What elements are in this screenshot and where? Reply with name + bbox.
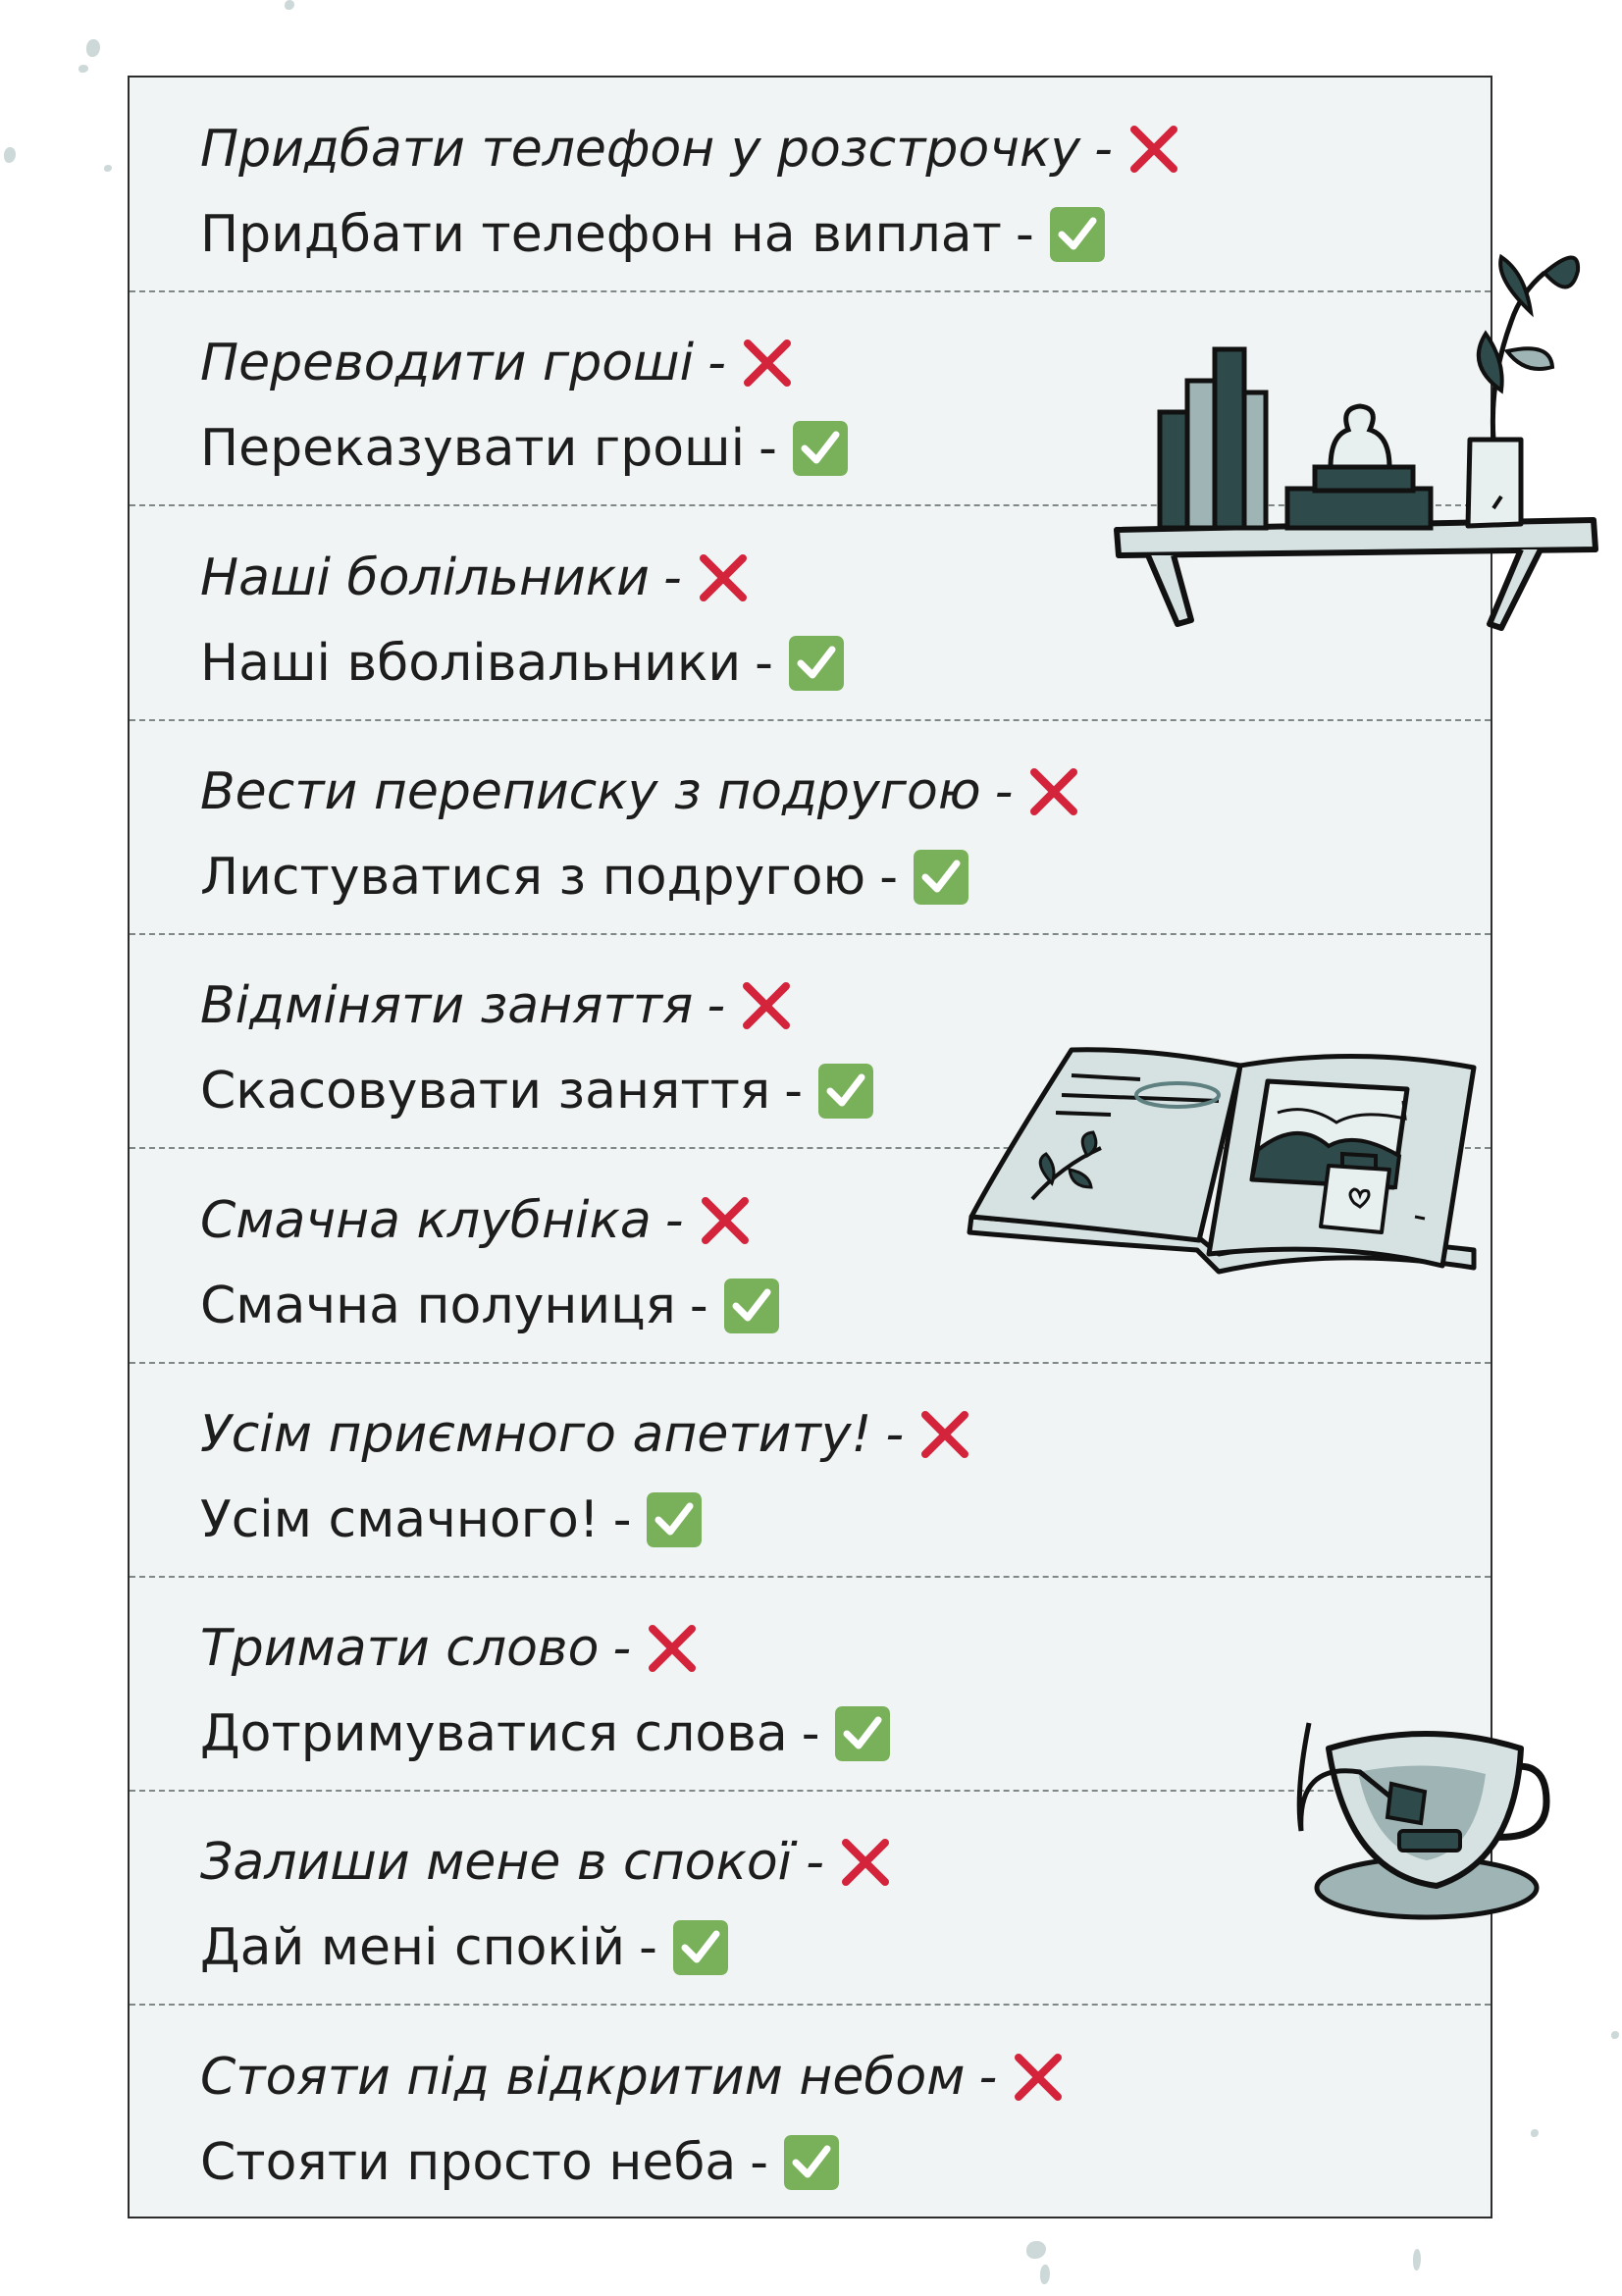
correct-phrase: Переказувати гроші — [200, 419, 746, 479]
incorrect-phrase-line — [200, 117, 1179, 182]
incorrect-phrase-line — [200, 1402, 970, 1467]
dash-separator: - — [707, 334, 726, 393]
incorrect-phrase: Залиши мене в спокої — [200, 1833, 793, 1893]
dash-separator: - — [612, 1489, 632, 1549]
check-mark-button-icon — [647, 1492, 702, 1547]
teacup-icon — [1289, 1713, 1574, 1935]
phrase-row — [130, 1363, 1491, 1577]
dash-separator: - — [662, 548, 682, 607]
cross-mark-icon — [919, 1409, 970, 1460]
correct-phrase: Листуватися з подругою — [200, 847, 866, 907]
dash-separator: - — [706, 976, 726, 1036]
cross-mark-icon — [647, 1623, 698, 1674]
incorrect-phrase: Тримати слово — [200, 1619, 600, 1679]
dash-separator: - — [755, 633, 773, 693]
incorrect-phrase: Відміняти заняття — [200, 976, 694, 1036]
correct-phrase-line — [200, 1915, 728, 1980]
phrase-row — [130, 2006, 1491, 2219]
check-mark-button-icon — [793, 421, 848, 476]
dash-separator: - — [784, 1062, 803, 1122]
cross-mark-icon — [1013, 2052, 1064, 2103]
correct-phrase-line — [200, 631, 844, 696]
check-mark-button-icon — [784, 2135, 839, 2190]
incorrect-phrase-line — [200, 2045, 1064, 2110]
dash-separator: - — [664, 1190, 684, 1250]
incorrect-phrase: Наші болільники — [200, 548, 650, 607]
cross-mark-icon — [741, 980, 792, 1031]
incorrect-phrase: Стояти під відкритим небом — [200, 2047, 966, 2107]
check-mark-button-icon — [673, 1920, 728, 1975]
correct-phrase-line — [200, 2130, 839, 2195]
incorrect-phrase: Переводити гроші — [200, 334, 695, 393]
cross-mark-icon — [840, 1837, 891, 1888]
dash-separator: - — [801, 1704, 820, 1764]
correct-phrase-line — [200, 1487, 702, 1552]
dash-separator: - — [1015, 205, 1034, 264]
check-mark-button-icon — [914, 850, 968, 905]
dash-separator: - — [978, 2047, 998, 2107]
dash-separator: - — [639, 1918, 657, 1978]
dash-separator: - — [879, 847, 898, 907]
incorrect-phrase: Усім приємного апетиту! — [200, 1404, 872, 1464]
paint-speckle — [1040, 2265, 1050, 2284]
incorrect-phrase-line — [200, 759, 1079, 824]
paint-speckle — [4, 147, 16, 163]
correct-phrase: Скасовувати заняття — [200, 1062, 771, 1122]
correct-phrase-line — [200, 416, 848, 481]
paint-speckle — [1611, 2031, 1619, 2039]
correct-phrase: Дотримуватися слова — [200, 1704, 788, 1764]
dash-separator: - — [1094, 120, 1113, 179]
check-mark-button-icon — [818, 1064, 873, 1119]
cross-mark-icon — [742, 338, 793, 389]
incorrect-phrase: Придбати телефон у розстрочку — [200, 120, 1081, 179]
phrase-row — [130, 1791, 1491, 2005]
dash-separator: - — [612, 1619, 632, 1679]
phrase-row — [130, 1577, 1491, 1791]
correct-phrase: Наші вболівальники — [200, 633, 742, 693]
phrase-row — [130, 720, 1491, 934]
check-mark-button-icon — [1050, 207, 1105, 262]
dash-separator: - — [759, 419, 777, 479]
incorrect-phrase: Смачна клубніка — [200, 1190, 652, 1250]
incorrect-phrase-line — [200, 1188, 751, 1253]
dash-separator: - — [806, 1833, 824, 1893]
paint-speckle — [1531, 2129, 1539, 2137]
correct-phrase-line — [200, 1701, 890, 1766]
dash-separator: - — [750, 2132, 769, 2192]
incorrect-phrase: Вести переписку з подругою — [200, 761, 981, 821]
cross-mark-icon — [1028, 766, 1079, 817]
cross-mark-icon — [700, 1195, 751, 1246]
cross-mark-icon — [1128, 124, 1179, 175]
incorrect-phrase-line — [200, 1830, 891, 1895]
correct-phrase: Дай мені спокій — [200, 1918, 626, 1978]
correct-phrase: Стояти просто неба — [200, 2132, 737, 2192]
paint-speckle — [285, 0, 294, 10]
check-mark-button-icon — [724, 1278, 779, 1333]
correct-phrase-line — [200, 1274, 779, 1338]
paint-speckle — [104, 165, 112, 172]
paint-speckle — [1413, 2249, 1421, 2270]
paint-speckle — [86, 39, 100, 57]
correct-phrase: Усім смачного! — [200, 1489, 600, 1549]
dash-separator: - — [994, 761, 1014, 821]
dash-separator: - — [689, 1276, 708, 1335]
correct-phrase-line — [200, 845, 968, 910]
correct-phrase-line — [200, 202, 1105, 267]
correct-phrase: Смачна полуниця — [200, 1276, 676, 1335]
paint-speckle — [1026, 2241, 1046, 2259]
incorrect-phrase-line — [200, 1616, 698, 1681]
incorrect-phrase-line — [200, 331, 793, 395]
check-mark-button-icon — [835, 1706, 890, 1761]
bookshelf-plant-icon — [1109, 243, 1599, 636]
paint-speckle — [78, 65, 88, 73]
check-mark-button-icon — [789, 636, 844, 691]
correct-phrase: Придбати телефон на виплат — [200, 205, 1002, 264]
open-book-icon — [964, 1040, 1484, 1285]
correct-phrase-line — [200, 1059, 873, 1123]
incorrect-phrase-line — [200, 973, 792, 1038]
dash-separator: - — [885, 1404, 905, 1464]
incorrect-phrase-line — [200, 546, 749, 610]
cross-mark-icon — [698, 552, 749, 603]
